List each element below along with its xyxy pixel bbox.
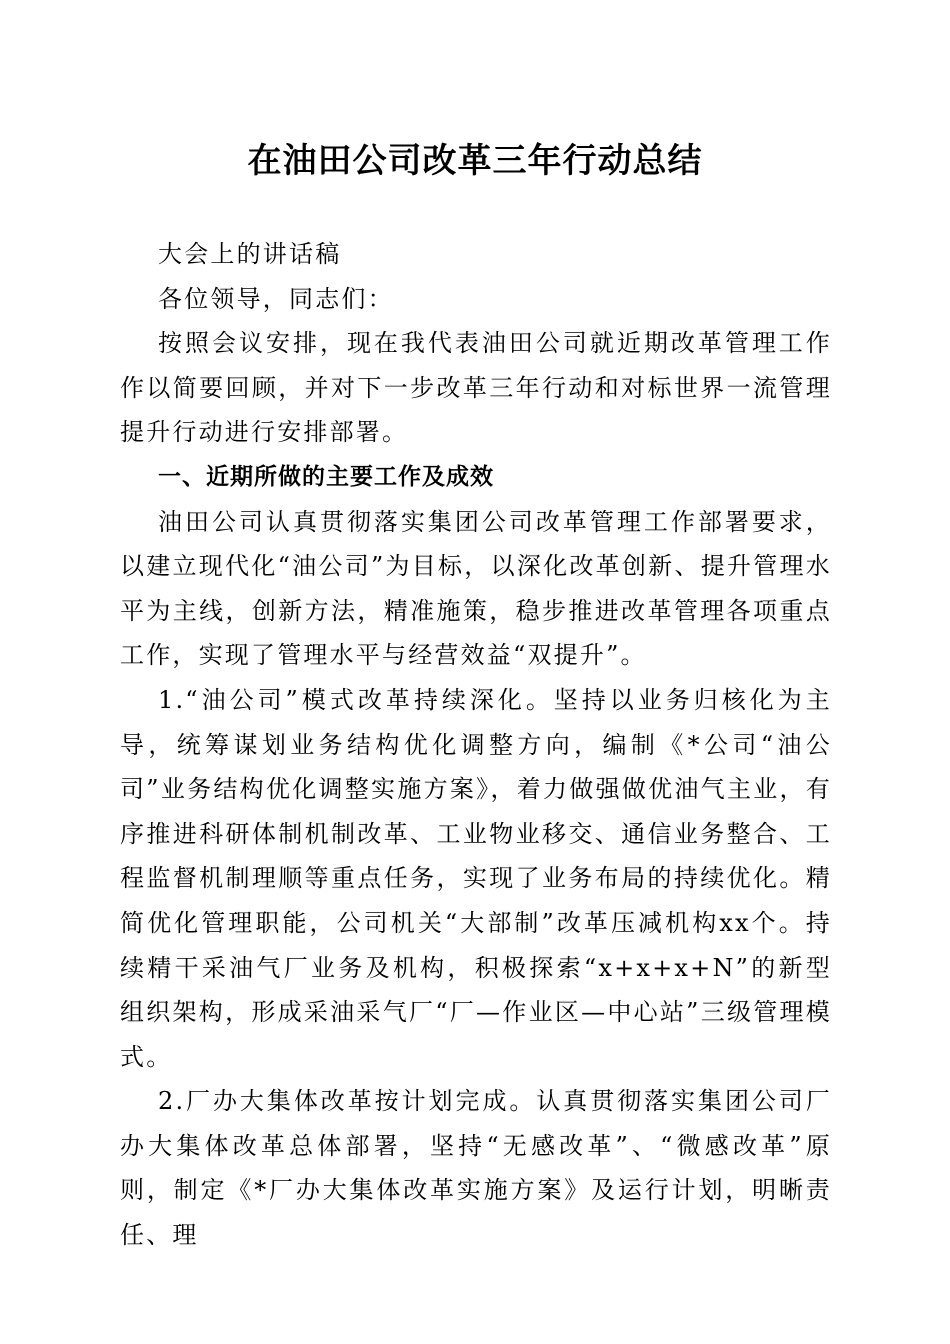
paragraph-item-2: 2.厂办大集体改革按计划完成。认真贯彻落实集团公司厂办大集体改革总体部署，坚持“无感改革”、“微感改革”原则，制定《*厂办大集体改革实施方案》及运行计划，明晰责任、理 <box>120 1087 832 1250</box>
paragraph-subtitle: 大会上的讲话稿 <box>158 240 342 268</box>
document-body <box>120 232 832 1258</box>
paragraph-overview: 油田公司认真贯彻落实集团公司改革管理工作部署要求，以建立现代化“油公司”为目标，以深化改革创新、提升管理水平为主线，创新方法，精准施策，稳步推进改革管理各项重点工作，实现了管理水平与经营效益“双提升”。 <box>120 507 832 670</box>
document-title: 在油田公司改革三年行动总结 <box>247 141 703 181</box>
section-heading: 一、近期所做的主要工作及成效 <box>158 463 494 490</box>
paragraph-salutation: 各位领导，同志们： <box>158 284 394 313</box>
paragraph-intro: 按照会议安排，现在我代表油田公司就近期改革管理工作作以简要回顾，并对下一步改革三年行动和对标世界一流管理提升行动进行安排部署。 <box>120 329 832 447</box>
paragraph-item-1: 1.“油公司”模式改革持续深化。坚持以业务归核化为主导，统筹谋划业务结构优化调整方向，编制《*公司“油公司”业务结构优化调整实施方案》，着力做强做优油气主业，有序推进科研体制机制改革、工业物业移交、通信业务整合、工程监督机制理顺等重点任务，实现了业务布局的持续优化。精简优化管理职能，公司机关“大部制”改革压减机构xx个。持续精干采油气厂业务及机构，积极探索“x+x+x+N”的新型组织架构，形成采油采气厂“厂—作业区—中心站”三级管理模式。 <box>120 685 832 1071</box>
